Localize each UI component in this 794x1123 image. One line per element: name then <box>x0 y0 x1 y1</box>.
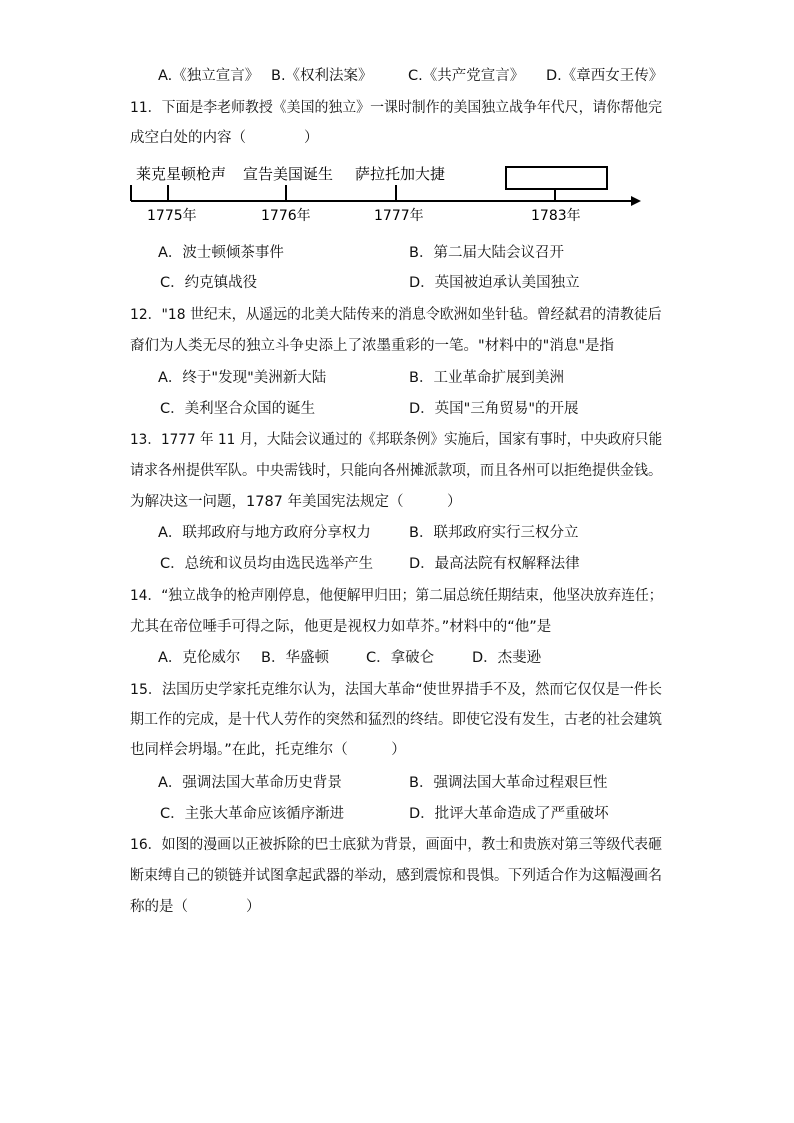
q14-option-b: B．华盛顿 <box>261 650 329 666</box>
q12-option-a: A．终于"发现"美洲新大陆 <box>158 370 327 386</box>
q15-option-d: D．批评大革命造成了严重破坏 <box>409 806 609 822</box>
q11-option-a: A．波士顿倾茶事件 <box>158 245 284 261</box>
q10-option-a: A.《独立宣言》 <box>158 68 260 84</box>
q16-stem-line1: 16．如图的漫画以正被拆除的巴士底狱为背景，画面中，教士和贵族对第三等级代表砸 <box>130 837 662 853</box>
q15-stem-line2: 期工作的完成，是十代人劳作的突然和猛烈的终结。即使它没有发生，古老的社会建筑 <box>130 712 662 728</box>
q13-stem-line1: 13．1777 年 11 月，大陆会议通过的《邦联条例》实施后，国家有事时，中央政府只能 <box>130 432 663 448</box>
timeline-blank-box <box>506 167 607 189</box>
q14-stem-line2: 尤其在帝位唾手可得之际，他更是视权力如草芥。”材料中的“他”是 <box>130 619 552 635</box>
q11-option-c: C．约克镇战役 <box>160 275 258 291</box>
q13-option-d: D．最高法院有权解释法律 <box>409 556 580 572</box>
q12-stem-line2: 裔们为人类无尽的独立斗争史添上了浓墨重彩的一笔。"材料中的"消息"是指 <box>130 338 615 354</box>
q12-option-c: C．美利坚合众国的诞生 <box>160 401 316 417</box>
timeline-year-3: 1777年 <box>374 208 424 224</box>
q13-stem-line2: 请求各州提供军队。中央需钱时，只能向各州摊派款项，而且各州可以拒绝提供金钱。 <box>130 463 662 479</box>
q10-option-c: C.《共产党宣言》 <box>408 68 525 84</box>
q10-option-d: D.《章西女王传》 <box>546 68 664 84</box>
q14-option-c: C．拿破仑 <box>366 650 435 666</box>
q12-stem-line1: 12．"18 世纪末，从遥远的北美大陆传来的消息令欧洲如坐针毡。曾经弑君的清教徒后 <box>130 307 662 323</box>
q14-option-d: D．杰斐逊 <box>472 650 542 666</box>
timeline-year-1: 1775年 <box>147 208 197 224</box>
q15-option-b: B．强调法国大革命过程艰巨性 <box>409 775 608 791</box>
q11-stem-line2: 成空白处的内容（ ） <box>130 130 319 146</box>
q16-stem-line2: 断束缚自己的锁链并试图拿起武器的举动，感到震惊和畏惧。下列适合作为这幅漫画名 <box>130 868 662 884</box>
q13-option-c: C．总统和议员均由选民选举产生 <box>160 556 374 572</box>
q11-stem-line1: 11．下面是李老师教授《美国的独立》一课时制作的美国独立战争年代尺，请你帮他完 <box>130 100 662 116</box>
timeline-arrow <box>631 196 641 206</box>
timeline-year-4: 1783年 <box>531 208 581 224</box>
q13-option-a: A．联邦政府与地方政府分享权力 <box>158 525 371 541</box>
q14-stem-line1: 14．“独立战争的枪声刚停息，他便解甲归田；第二届总统任期结束，他坚决放弃连任； <box>130 588 663 604</box>
q11-option-b: B．第二届大陆会议召开 <box>409 245 564 261</box>
q12-option-d: D．英国"三角贸易"的开展 <box>409 401 579 417</box>
q12-option-b: B．工业革命扩展到美洲 <box>409 370 564 386</box>
timeline-chart <box>130 158 650 226</box>
q15-option-a: A．强调法国大革命历史背景 <box>158 775 342 791</box>
timeline-event-2: 宣告美国诞生 <box>243 165 334 183</box>
q13-option-b: B．联邦政府实行三权分立 <box>409 525 579 541</box>
q15-stem-line3: 也同样会坍塌。”在此，托克维尔（ ） <box>130 742 406 758</box>
timeline-year-2: 1776年 <box>261 208 311 224</box>
q14-option-a: A．克伦威尔 <box>158 650 241 666</box>
timeline-event-3: 萨拉托加大捷 <box>355 165 446 183</box>
q15-stem-line1: 15．法国历史学家托克维尔认为，法国大革命“使世界措手不及，然而它仅仅是一件长 <box>130 682 662 698</box>
q10-option-b: B.《权利法案》 <box>271 68 373 84</box>
q13-stem-line3: 为解决这一问题，1787 年美国宪法规定（ ） <box>130 494 462 510</box>
timeline-event-1: 莱克星顿枪声 <box>136 165 227 183</box>
q11-option-d: D．英国被迫承认美国独立 <box>409 275 580 291</box>
q15-option-c: C．主张大革命应该循序渐进 <box>160 806 345 822</box>
q16-stem-line3: 称的是（ ） <box>130 899 261 915</box>
